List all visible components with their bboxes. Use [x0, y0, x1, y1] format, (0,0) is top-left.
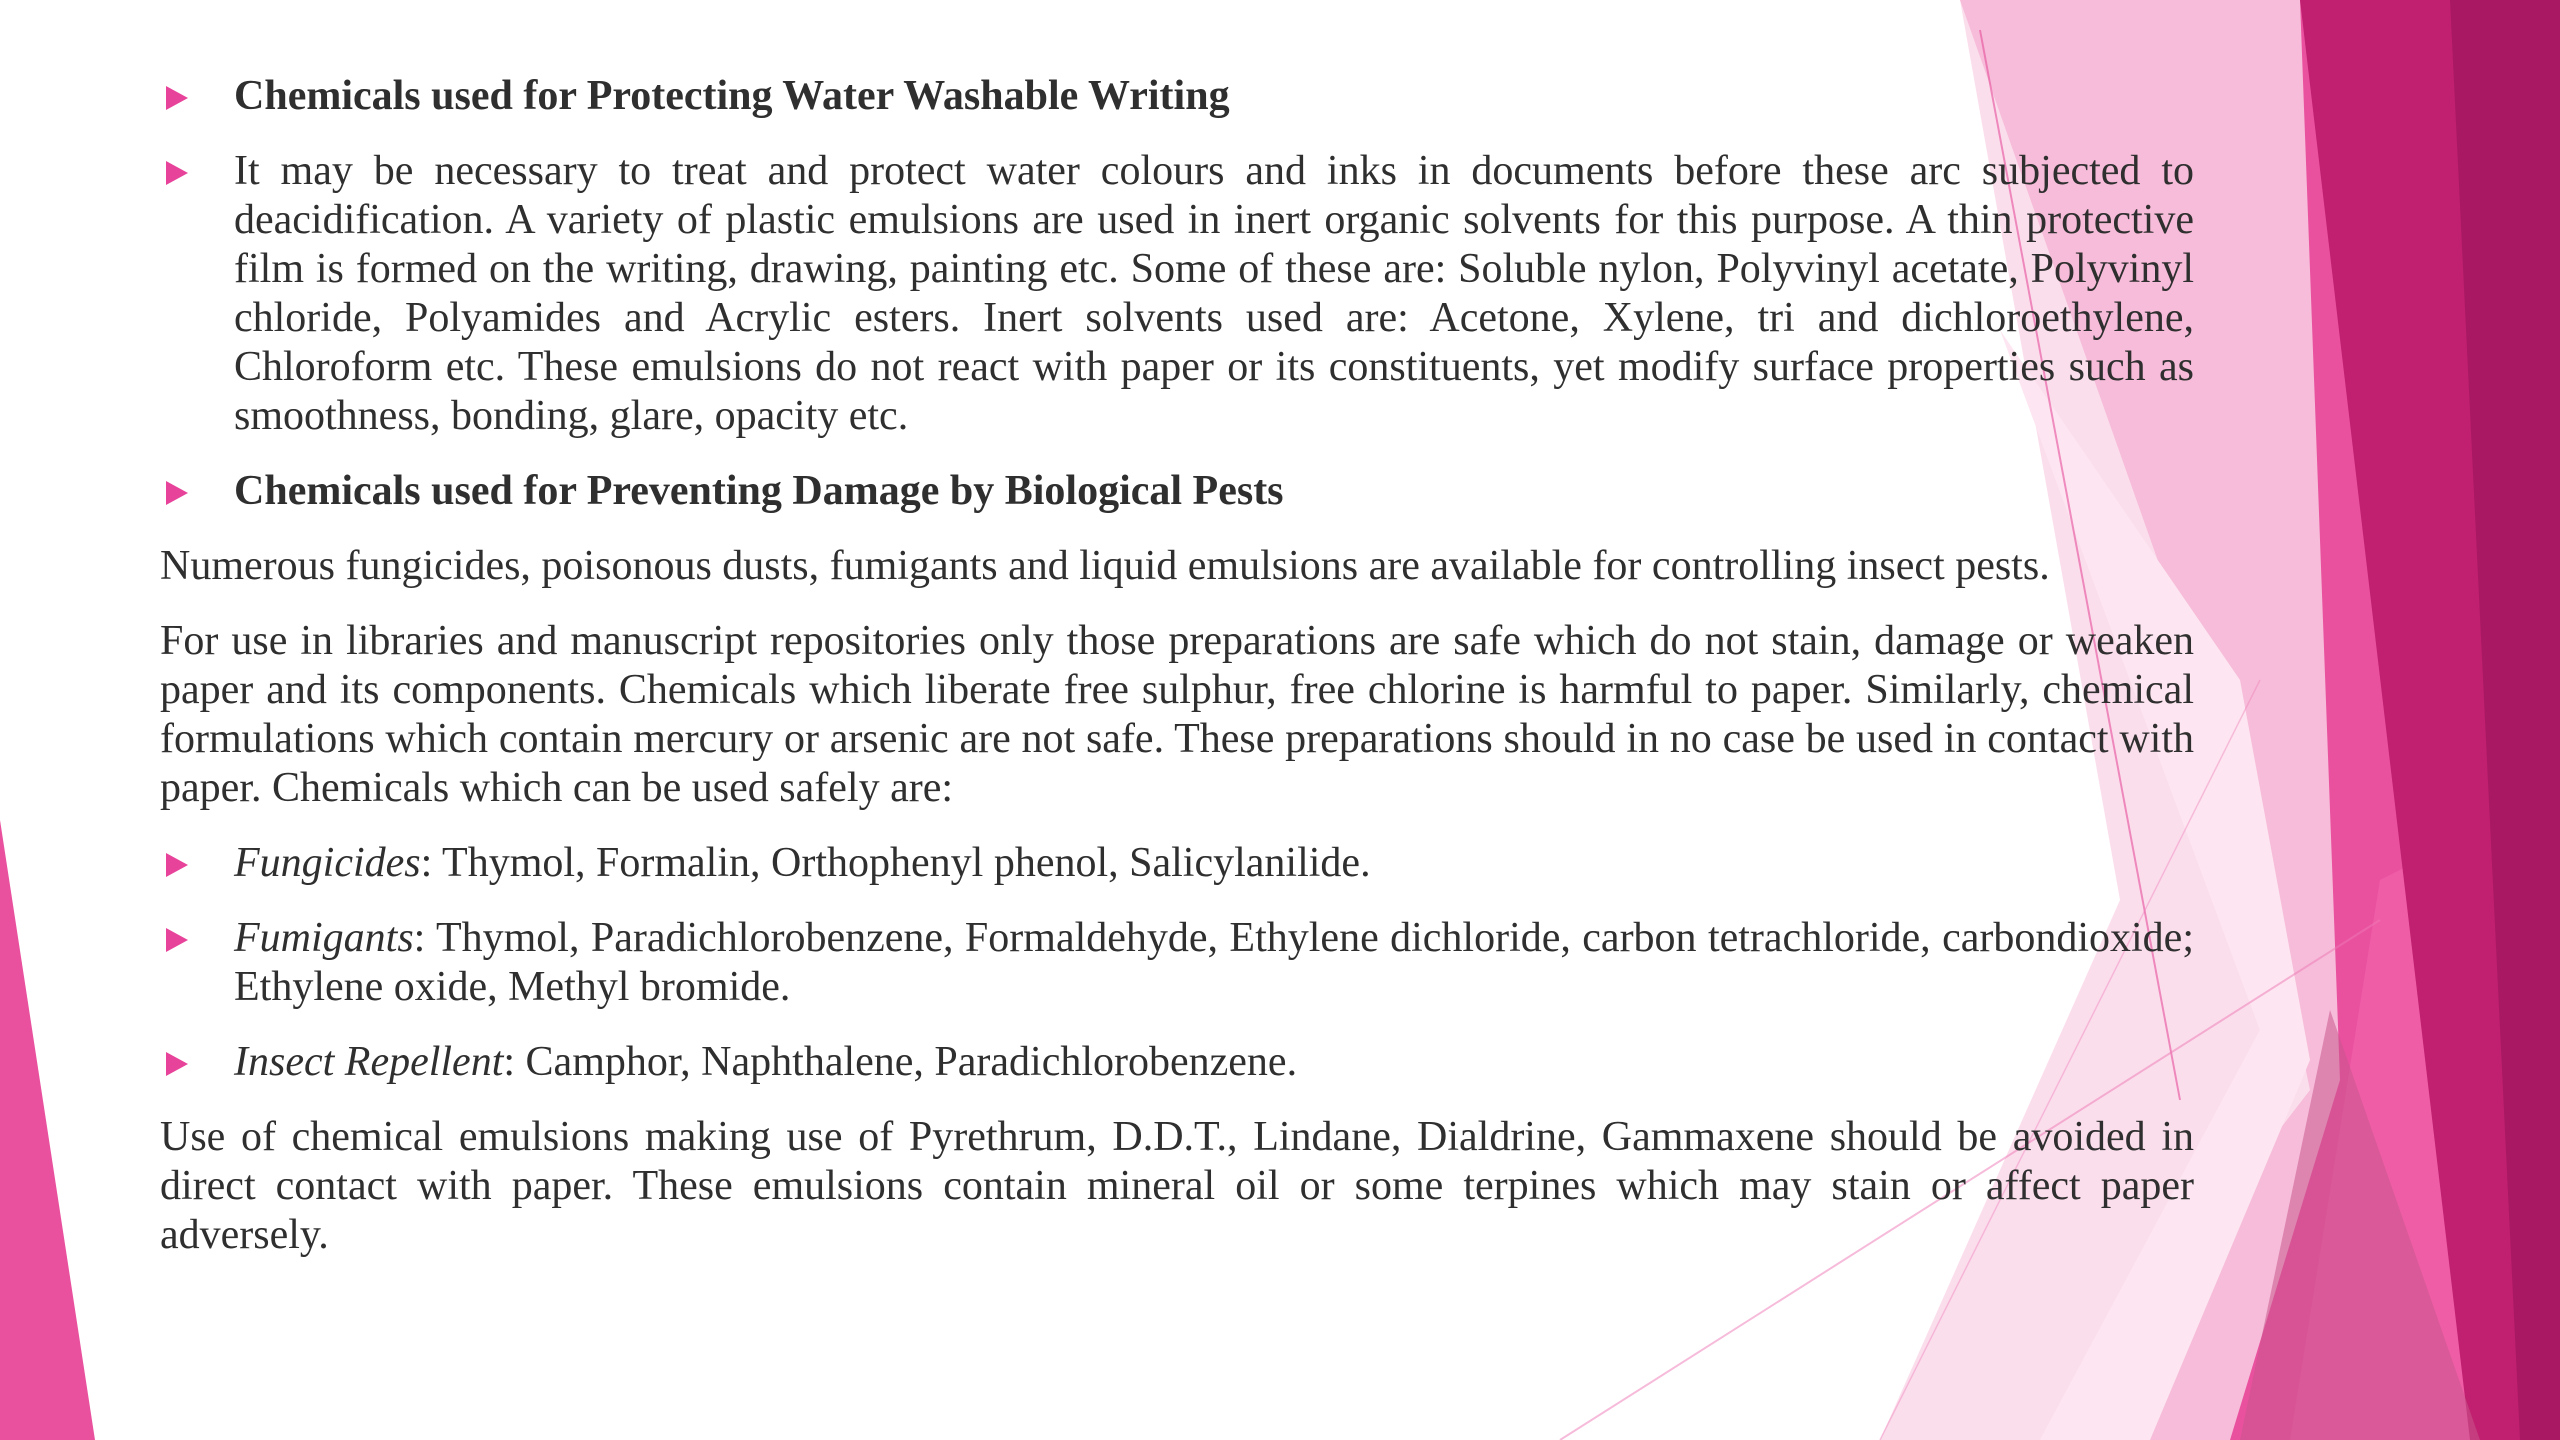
- bullet-heading-protect: [160, 72, 2194, 121]
- left-wedge: [0, 820, 95, 1440]
- protect-body-text: It may be necessary to treat and protect water colours and inks in documents before these arc subjected to deacidification. A variety of plastic emulsions are used in inert organic solvents for this purpose. A thin protective film is formed on the writing, drawing, painting etc. Some of these are: Soluble nylon, Polyvinyl acetate, Polyvinyl chloride, Polyamides and Acrylic esters. Inert solvents used are: Acetone, Xylene, tri and dichloroethylene, Chloroform etc. These emulsions do not react with paper or its constituents, yet modify surface properties such as smoothness, bonding, glare, opacity etc.: [234, 148, 2194, 439]
- term-fungicides: Fungicides: [234, 840, 421, 886]
- bullet-triangle-icon: [166, 86, 188, 110]
- insect-repellent-text: : Camphor, Naphthalene, Paradichlorobenzene.: [503, 1039, 1298, 1085]
- term-fumigants: Fumigants: [234, 915, 414, 961]
- fungicides-text: : Thymol, Formalin, Orthophenyl phenol, Salicylanilide.: [420, 840, 1371, 886]
- bullet-heading-pests: [160, 467, 2194, 516]
- term-insect-repellent: Insect Repellent: [234, 1039, 504, 1085]
- heading-protect-writing: Chemicals used for Protecting Water Washable Writing: [234, 73, 1230, 119]
- list-item-fumigants: [160, 914, 2194, 1012]
- closing-paragraph: Use of chemical emulsions making use of Pyrethrum, D.D.T., Lindane, Dialdrine, Gammaxene should be avoided in direct contact with paper. These emulsions contain mineral oil or some terpines which may stain or affect paper adversely.: [160, 1114, 2194, 1258]
- bullet-triangle-icon: [166, 853, 188, 877]
- bullet-triangle-icon: [166, 1052, 188, 1076]
- slide-content: [160, 72, 2194, 1286]
- list-item-fungicides: [160, 839, 2194, 888]
- bullet-triangle-icon: [166, 481, 188, 505]
- bullet-protect-body: [160, 147, 2194, 441]
- pests-safety-paragraph: For use in libraries and manuscript repositories only those preparations are safe which do not stain, damage or weaken paper and its components. Chemicals which liberate free sulphur, free chlorine is harmful to paper. Similarly, chemical formulations which contain mercury or arsenic are not safe. These preparations should in no case be used in contact with paper. Chemicals which can be used safely are:: [160, 618, 2194, 811]
- list-item-insect-repellent: [160, 1038, 2194, 1087]
- bullet-triangle-icon: [166, 161, 188, 185]
- pests-intro-paragraph: Numerous fungicides, poisonous dusts, fumigants and liquid emulsions are available for controlling insect pests.: [160, 543, 2050, 589]
- heading-biological-pests: Chemicals used for Preventing Damage by Biological Pests: [234, 468, 1284, 514]
- fumigants-text: : Thymol, Paradichlorobenzene, Formaldehyde, Ethylene dichloride, carbon tetrachloride, carbondioxide; Ethylene oxide, Methyl bromide.: [234, 915, 2194, 1010]
- bullet-triangle-icon: [166, 928, 188, 952]
